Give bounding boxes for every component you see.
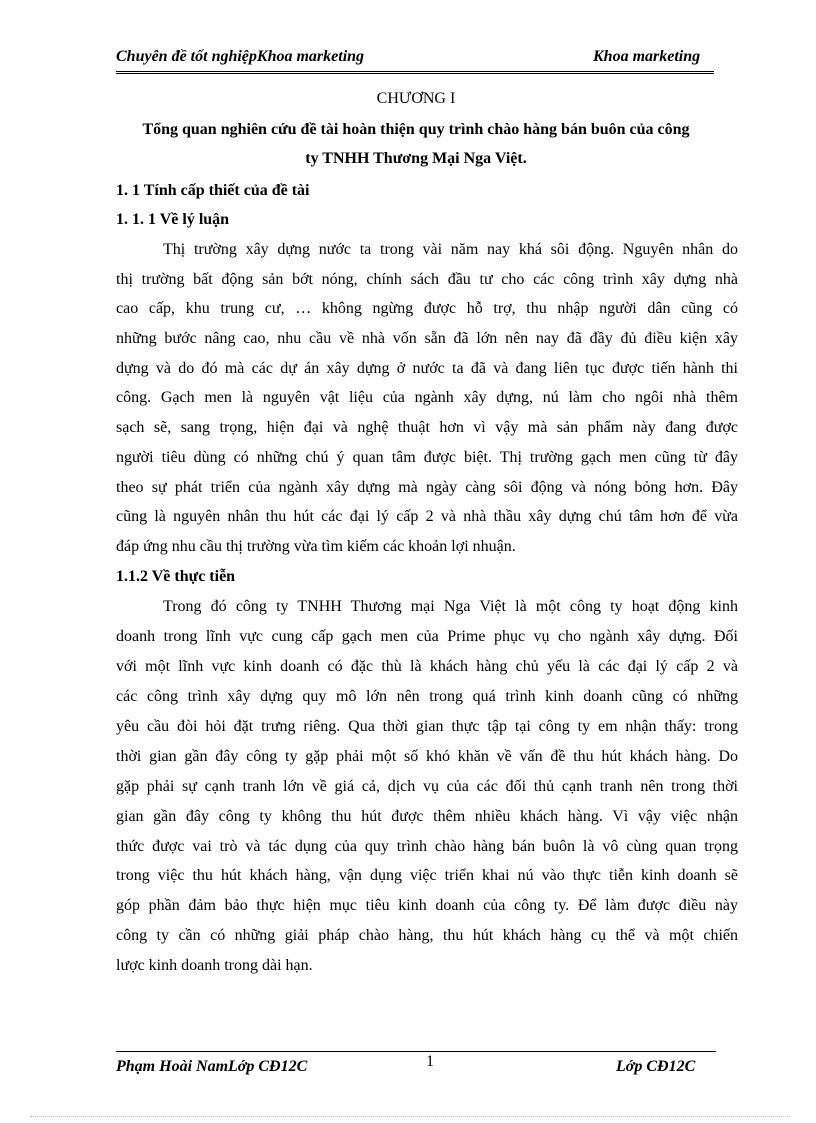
- section-heading: 1. 1 Tính cấp thiết của đề tài: [116, 182, 310, 199]
- paragraph-line: gian gần đây công ty không thu hút được thêm nhiều khách hàng. Vì vậy việc nhận: [116, 808, 738, 825]
- paragraph-line: các công trình xây dựng quy mô lớn nên trong quá trình kinh doanh cũng có những: [116, 688, 738, 705]
- page-header: [116, 48, 716, 70]
- paragraph-line: thời gian gần đây công ty gặp phải một số khó khăn về vấn đề thu hút khách hàng. Do: [116, 748, 738, 765]
- header-left-text: Chuyên đề tốt nghiệpKhoa marketing: [116, 48, 365, 65]
- paragraph-line: công ty cần có những giải pháp chào hàng, thu hút khách hàng cụ thể và một chiến: [116, 927, 738, 944]
- footer-left-text: Phạm Hoài NamLớp CĐ12C: [116, 1058, 308, 1075]
- paragraph-line: doanh trong lĩnh vực cung cấp gạch men của Prime phục vụ cho ngành xây dựng. Đối: [116, 628, 738, 645]
- paragraph-line: dựng và do đó mà các dự án xây dựng ở nước ta đã và đang liên tục được tiến hành thi: [116, 360, 738, 377]
- paragraph-line: góp phần đảm bảo thực hiện mục tiêu kinh doanh của công ty. Để làm được điều này: [116, 897, 738, 914]
- paragraph-line: lược kinh doanh trong dài hạn.: [116, 957, 313, 974]
- paragraph-line: sạch sẽ, sang trọng, hiện đại và nghệ thuật hơn vì vậy mà sản phẩm này đang được: [116, 419, 738, 436]
- footer-right-text: Lớp CĐ12C: [616, 1058, 696, 1075]
- paragraph-line: thức được vai trò và tác dụng của quy trình chào hàng bán buôn là vô cùng quan trọng: [116, 838, 738, 855]
- paragraph-line: theo sự phát triển của ngành xây dựng mà ngày càng sôi động và nóng bỏng hơn. Đây: [116, 479, 738, 496]
- subsection-heading-theory: 1. 1. 1 Về lý luận: [116, 211, 230, 228]
- subsection-heading-practice: 1.1.2 Về thực tiễn: [116, 568, 236, 585]
- chapter-title-line-1: Tổng quan nghiên cứu đề tài hoàn thiện quy trình chào hàng bán buôn của công: [142, 121, 690, 138]
- page-bottom-dotted-border: [30, 1116, 790, 1117]
- paragraph-line: thị trường bất động sản bớt nóng, chính sách đầu tư cho các công trình xây dựng nhà: [116, 271, 738, 288]
- paragraph-line: đáp ứng nhu cầu thị trường vừa tìm kiếm các khoản lợi nhuận.: [116, 538, 516, 555]
- footer-rule: [116, 1051, 716, 1052]
- header-rule: [116, 71, 714, 74]
- chapter-title-line-2: ty TNHH Thương Mại Nga Việt.: [305, 150, 527, 167]
- paragraph-line: cao cấp, khu trung cư, … không ngừng được hỗ trợ, thu nhập người dân cũng có: [116, 300, 738, 317]
- paragraph-line: cũng là nguyên nhân thu hút các đại lý cấp 2 và nhà thầu xây dựng chú tâm hơn để vừa: [116, 508, 738, 525]
- chapter-label: CHƯƠNG I: [376, 90, 456, 107]
- paragraph-line: với một lĩnh vực kinh doanh có đặc thù là khách hàng chủ yếu là các đại lý cấp 2 và: [116, 658, 738, 675]
- paragraph-line: người tiêu dùng có những chú ý quan tâm được biệt. Thị trường gạch men cũng từ đây: [116, 449, 738, 466]
- paragraph-line: yêu cầu đòi hỏi đặt trưng riêng. Qua thời gian thực tập tại công ty em nhận thấy: trong: [116, 718, 738, 735]
- paragraph-line: Thị trường xây dựng nước ta trong vài năm nay khá sôi động. Nguyên nhân do: [163, 241, 738, 258]
- paragraph-line: trong việc thu hút khách hàng, vận dụng việc triển khai nú vào thực tiễn kinh doanh sẽ: [116, 867, 738, 884]
- paragraph-line: gặp phải sự cạnh tranh lớn về giá cả, dịch vụ của các đối thủ cạnh tranh nên trong thời: [116, 778, 738, 795]
- paragraph-line: Trong đó công ty TNHH Thương mại Nga Việt là một công ty hoạt động kinh: [163, 598, 738, 615]
- paragraph-line: công. Gạch men là nguyên vật liệu của ngành xây dựng, nú làm cho ngôi nhà thêm: [116, 389, 738, 406]
- page-number: 1: [426, 1053, 434, 1070]
- paragraph-line: những bước nâng cao, nhu cầu về nhà vốn sẵn đã lớn nên nay đã đầy đủ điều kiện xây: [116, 330, 738, 347]
- header-right-text: Khoa marketing: [593, 48, 701, 65]
- page-footer: [116, 1055, 716, 1077]
